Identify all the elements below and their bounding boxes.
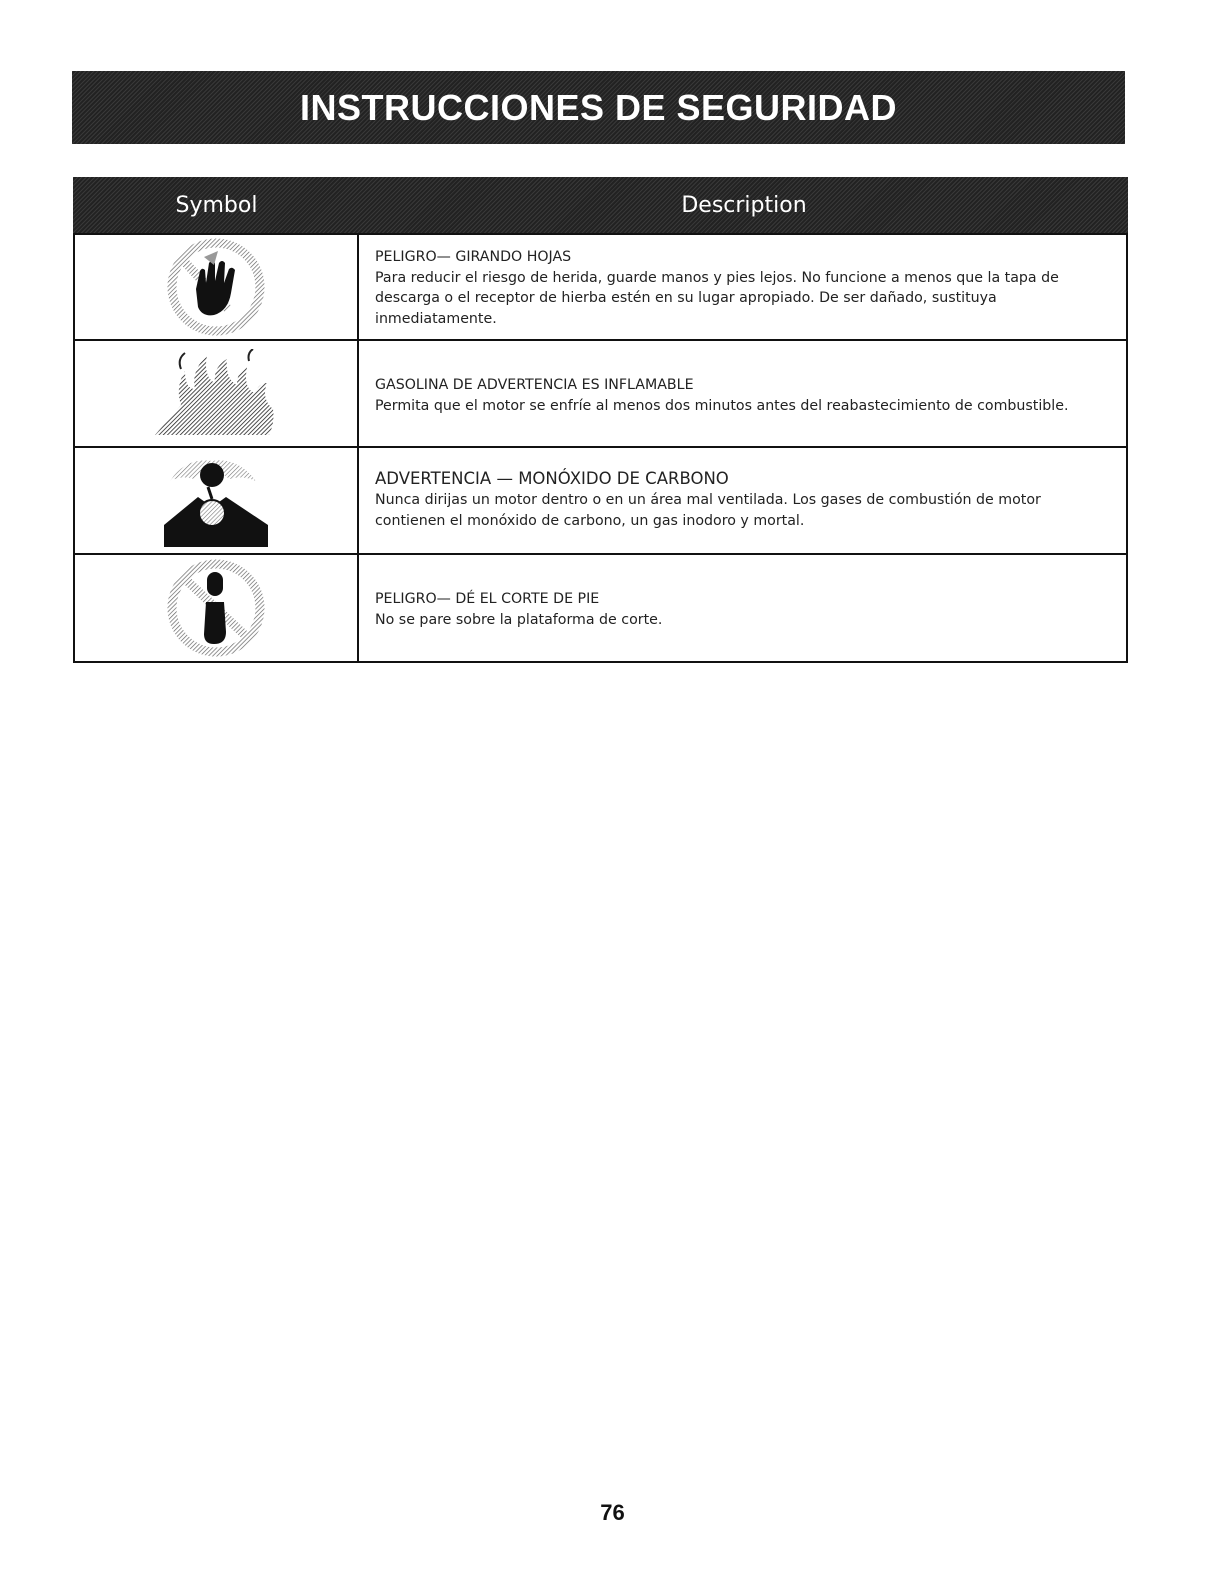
row-body: Permita que el motor se enfríe al menos dos minutos antes del reabastecimiento de combustible. <box>375 397 1069 414</box>
row-body: Para reducir el riesgo de herida, guarde manos y pies lejos. No funcione a menos que la tapa de descarga o el receptor de hierba estén en su lugar apropiado. De ser dañado, sustituya inmediatamente. <box>375 269 1059 327</box>
description-cell <box>359 555 1126 661</box>
row-title: GASOLINA DE ADVERTENCIA ES INFLAMABLE <box>375 377 694 393</box>
symbol-cell <box>75 448 359 553</box>
rotating-blades-hand-icon <box>166 237 266 337</box>
row-title: PELIGRO— GIRANDO HOJAS <box>375 249 572 265</box>
no-standing-icon <box>166 558 266 658</box>
page-number: 76 <box>600 1500 625 1525</box>
table-row <box>75 553 1126 661</box>
table-header <box>73 177 1128 233</box>
symbol-cell <box>75 555 359 661</box>
table-row <box>75 339 1126 446</box>
row-body: No se pare sobre la plataforma de corte. <box>375 611 663 628</box>
description-cell <box>359 448 1126 553</box>
row-title: ADVERTENCIA — MONÓXIDO DE CARBONO <box>375 469 729 488</box>
table-row <box>75 233 1126 339</box>
description-cell <box>359 341 1126 446</box>
symbol-cell <box>75 341 359 446</box>
row-title: PELIGRO— DÉ EL CORTE DE PIE <box>375 591 600 607</box>
symbol-column-header: Symbol <box>175 192 258 218</box>
safety-symbols-table <box>73 177 1128 663</box>
table-row <box>75 446 1126 553</box>
page-banner <box>72 71 1125 144</box>
row-body: Nunca dirijas un motor dentro o en un área mal ventilada. Los gases de combustión de motor contienen el monóxido de carbono, un gas inodoro y mortal. <box>375 492 1041 529</box>
carbon-monoxide-icon <box>156 451 276 551</box>
symbol-cell <box>75 235 359 339</box>
flammable-fire-icon <box>151 349 281 439</box>
description-column-header: Description <box>681 192 807 218</box>
description-cell <box>359 235 1126 339</box>
banner-title: INSTRUCCIONES DE SEGURIDAD <box>299 86 898 128</box>
